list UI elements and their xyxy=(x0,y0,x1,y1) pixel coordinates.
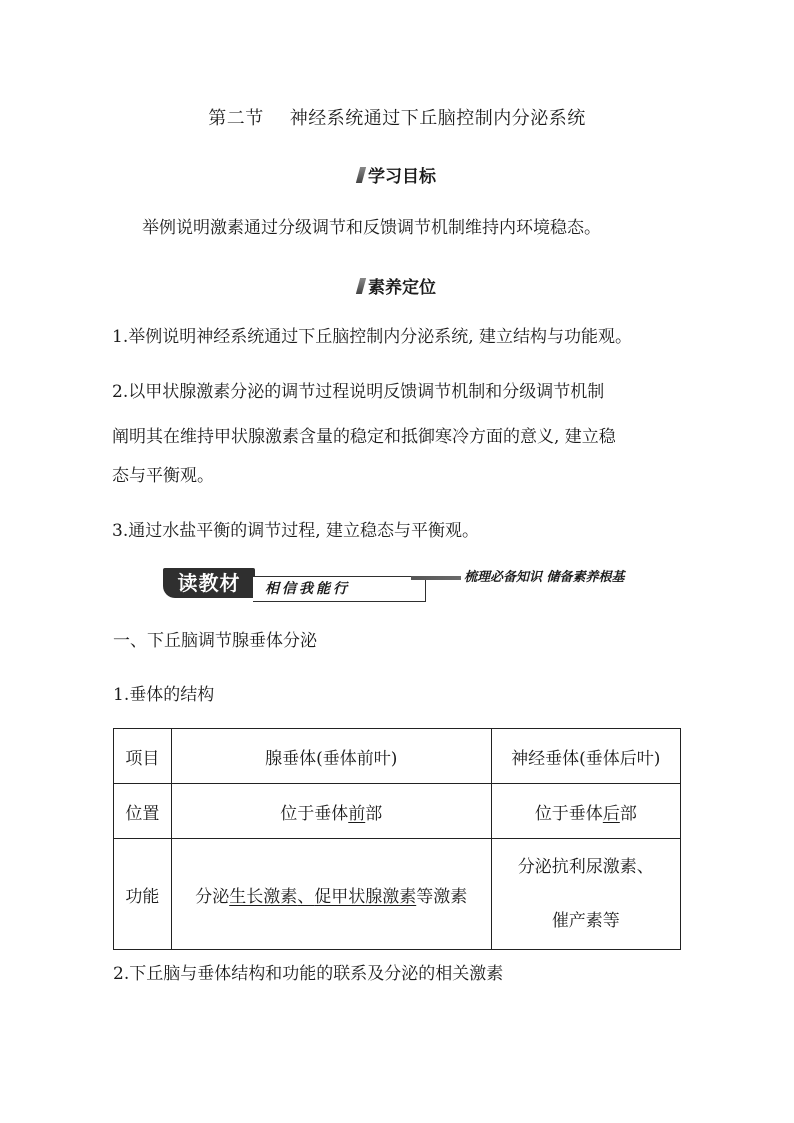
part1-heading: 一、下丘脑调节腺垂体分泌 xyxy=(113,631,317,651)
cell-posterior-function: 分泌抗利尿激素、 催产素等 xyxy=(491,839,680,950)
read-textbook-banner xyxy=(163,568,663,602)
pituitary-structure-table xyxy=(113,728,681,950)
table-header-anterior: 腺垂体(垂体前叶) xyxy=(171,729,491,784)
pen-mark-icon xyxy=(356,167,366,183)
table-row-function xyxy=(114,839,681,950)
page-title xyxy=(0,104,794,130)
sub2-heading: 2.下丘脑与垂体结构和功能的联系及分泌的相关激素 xyxy=(113,964,504,984)
section-number: 第二节 xyxy=(208,108,264,129)
cell-anterior-position: 位于垂体前部 xyxy=(171,784,491,839)
table-header-item: 项目 xyxy=(114,729,172,784)
pen-mark-icon xyxy=(356,278,366,294)
cell-anterior-function: 分泌生长激素、促甲状腺激素等激素 xyxy=(171,839,491,950)
literacy-item-2-line-3: 态与平衡观。 xyxy=(112,466,214,486)
table-row-position xyxy=(114,784,681,839)
row-label-function: 功能 xyxy=(114,839,172,950)
literacy-heading: 素养定位 xyxy=(0,273,794,299)
literacy-item-1: 1.举例说明神经系统通过下丘脑控制内分泌系统, 建立结构与功能观。 xyxy=(112,327,633,347)
row-label-position: 位置 xyxy=(114,784,172,839)
banner-subtitle: 相信我能行 xyxy=(253,576,426,602)
sub1-heading: 1.垂体的结构 xyxy=(113,685,215,705)
literacy-item-3: 3.通过水盐平衡的调节过程, 建立稳态与平衡观。 xyxy=(112,521,480,541)
goal-text: 举例说明激素通过分级调节和反馈调节机制维持内环境稳态。 xyxy=(142,218,601,238)
banner-tagline: 梳理必备知识 储备素养根基 xyxy=(461,566,628,585)
cell-posterior-position: 位于垂体后部 xyxy=(491,784,680,839)
literacy-item-2-line-2: 阐明其在维持甲状腺激素含量的稳定和抵御寒冷方面的意义, 建立稳 xyxy=(112,427,616,447)
table-header-posterior: 神经垂体(垂体后叶) xyxy=(491,729,680,784)
goals-heading: 学习目标 xyxy=(0,162,794,188)
table-header-row xyxy=(114,729,681,784)
banner-badge: 读教材 xyxy=(163,568,255,598)
section-title: 神经系统通过下丘脑控制内分泌系统 xyxy=(289,108,586,129)
literacy-item-2-line-1: 2.以甲状腺激素分泌的调节过程说明反馈调节机制和分级调节机制 xyxy=(112,382,605,402)
